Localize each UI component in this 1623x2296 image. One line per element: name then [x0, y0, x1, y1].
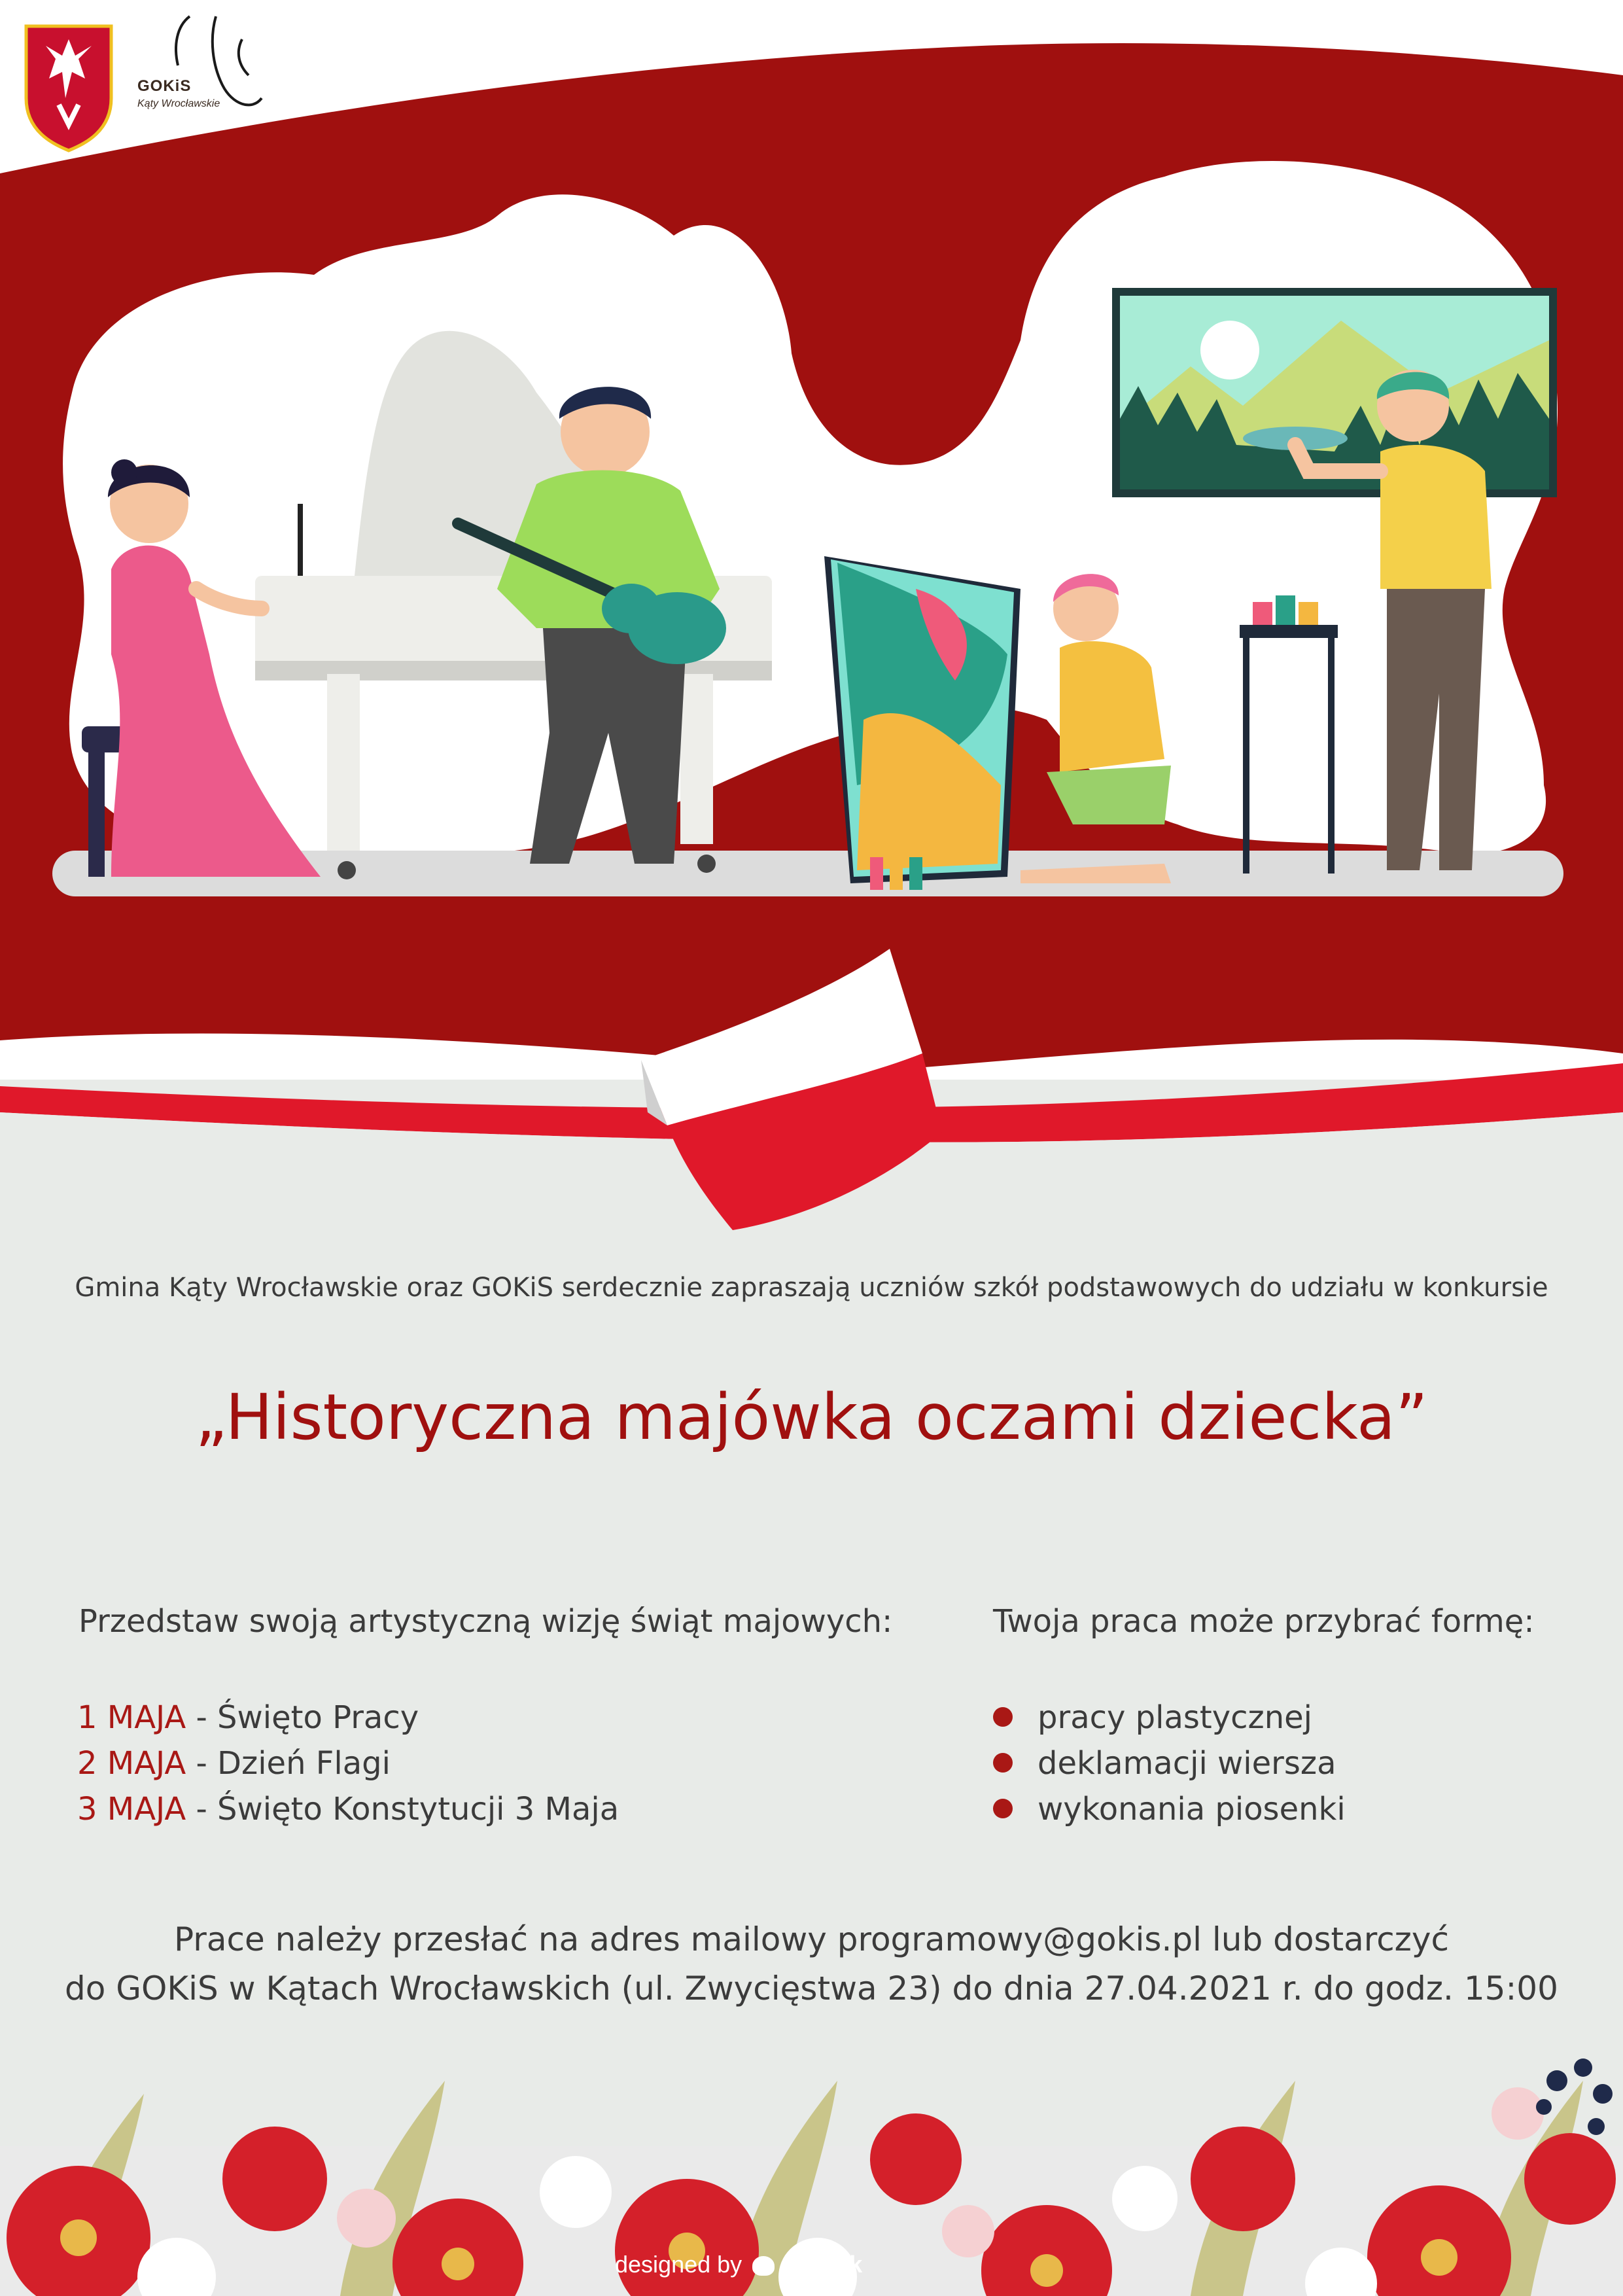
submission-line-2: do GOKiS w Kątach Wrocławskich (ul. Zwycięstwa 23) do dnia 27.04.2021 r. do godz. 15:00 — [65, 1969, 1558, 2007]
freepik-icon — [752, 2256, 775, 2276]
credit-brand: freepik — [785, 2251, 863, 2278]
holiday-date: 3 MAJA — [77, 1791, 186, 1828]
form-item-label: pracy plastycznej — [1038, 1699, 1312, 1736]
logo-town: Kąty Wrocławskie — [137, 98, 220, 109]
holiday-item — [77, 1695, 619, 1740]
holiday-sep: - — [186, 1699, 218, 1736]
holiday-item — [77, 1786, 619, 1832]
holiday-date: 2 MAJA — [77, 1745, 186, 1782]
submission-line-1: Prace należy przesłać na adres mailowy programowy@gokis.pl lub dostarczyć — [173, 1920, 1450, 1958]
form-item-label: wykonania piosenki — [1038, 1791, 1346, 1828]
intro-text: Gmina Kąty Wrocławskie oraz GOKiS serdecznie zapraszają uczniów szkół podstawowych do udziału w konkursie — [75, 1273, 1548, 1303]
holiday-name: Święto Pracy — [217, 1699, 419, 1736]
holiday-name: Dzień Flagi — [217, 1745, 391, 1782]
form-item — [993, 1740, 1346, 1786]
bullet-dot-icon — [993, 1799, 1013, 1818]
left-column-heading: Przedstaw swoją artystyczną wizję świąt majowych: — [79, 1603, 893, 1640]
credit-prefix: designed by — [615, 2251, 742, 2278]
contest-title: „Historyczna majówka oczami dziecka” — [195, 1381, 1428, 1454]
form-item — [993, 1786, 1346, 1832]
holiday-name: Święto Konstytucji 3 Maja — [217, 1791, 620, 1828]
freepik-credit — [615, 2251, 862, 2278]
holiday-item — [77, 1740, 619, 1786]
holiday-date: 1 MAJA — [77, 1699, 186, 1736]
bullet-dot-icon — [993, 1753, 1013, 1773]
easel-painting-illustration — [824, 556, 1021, 890]
holiday-sep: - — [186, 1745, 218, 1782]
form-item-label: deklamacji wiersza — [1038, 1745, 1336, 1782]
right-column-heading: Twoja praca może przybrać formę: — [993, 1603, 1535, 1640]
form-item — [993, 1695, 1346, 1740]
holiday-sep: - — [186, 1791, 218, 1828]
coat-of-arms-logo — [26, 26, 111, 150]
form-list — [993, 1695, 1346, 1832]
logo-org: GOKiS — [137, 77, 192, 95]
holiday-list — [77, 1695, 619, 1832]
bullet-dot-icon — [993, 1707, 1013, 1727]
